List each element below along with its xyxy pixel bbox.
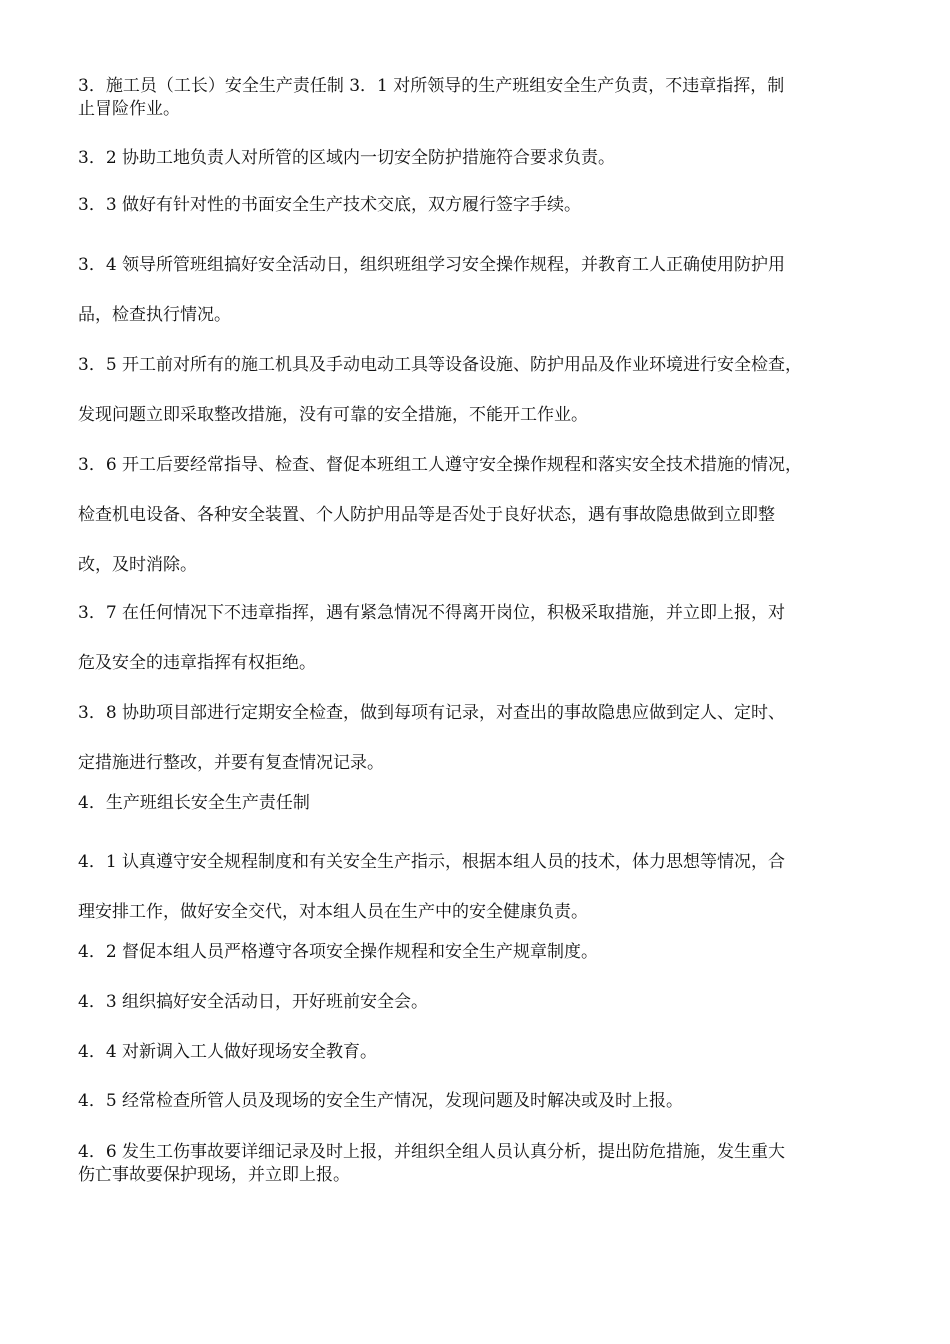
text-line: 品，检查执行情况。 (78, 305, 231, 325)
text-line: 4．6 发生工伤事故要详细记录及时上报，并组织全组人员认真分析，提出防危措施，发生重大 (78, 1142, 786, 1162)
text-line: 3．7 在任何情况下不违章指挥，遇有紧急情况不得离开岗位，积极采取措施，并立即上报，对 (78, 603, 786, 623)
text-line: 3．施工员（工长）安全生产责任制 3．1 对所领导的生产班组安全生产负责，不违章指挥，制 (78, 76, 785, 96)
text-line: 伤亡事故要保护现场，并立即上报。 (78, 1165, 350, 1185)
paragraph-3 (78, 75, 878, 121)
paragraph-3-5 (78, 340, 878, 440)
paragraph-3-8 (78, 688, 878, 788)
text-line: 3．3 做好有针对性的书面安全生产技术交底，双方履行签字手续。 (78, 195, 582, 215)
text-line: 4．3 组织搞好安全活动日，开好班前安全会。 (78, 992, 429, 1012)
paragraph-3-6 (78, 440, 878, 590)
text-line: 3．8 协助项目部进行定期安全检查，做到每项有记录，对查出的事故隐患应做到定人、定时、 (78, 703, 786, 723)
text-line: 危及安全的违章指挥有权拒绝。 (78, 653, 316, 673)
text-line: 3．6 开工后要经常指导、检查、督促本班组工人遵守安全操作规程和落实安全技术措施的情况， (78, 455, 803, 475)
text-line: 发现问题立即采取整改措施，没有可靠的安全措施，不能开工作业。 (78, 405, 588, 425)
text-line: 4．5 经常检查所管人员及现场的安全生产情况，发现问题及时解决或及时上报。 (78, 1091, 684, 1111)
text-line: 3．2 协助工地负责人对所管的区域内一切安全防护措施符合要求负责。 (78, 148, 616, 168)
paragraph-4-1 (78, 837, 878, 937)
paragraph-4-6 (78, 1141, 878, 1187)
paragraph-4-5 (78, 1086, 878, 1111)
text-line: 4．4 对新调入工人做好现场安全教育。 (78, 1042, 378, 1062)
text-line: 4．2 督促本组人员严格遵守各项安全操作规程和安全生产规章制度。 (78, 942, 599, 962)
section-heading-4 (78, 788, 878, 813)
paragraph-4-4 (78, 1037, 878, 1062)
text-line: 定措施进行整改，并要有复查情况记录。 (78, 753, 384, 773)
text-line: 4．1 认真遵守安全规程制度和有关安全生产指示，根据本组人员的技术，体力思想等情况，合 (78, 852, 786, 872)
paragraph-3-7 (78, 588, 878, 688)
text-line: 理安排工作，做好安全交代，对本组人员在生产中的安全健康负责。 (78, 902, 588, 922)
paragraph-4-2 (78, 937, 878, 962)
text-line: 改，及时消除。 (78, 555, 197, 575)
text-line: 检查机电设备、各种安全装置、个人防护用品等是否处于良好状态，遇有事故隐患做到立即整 (78, 505, 775, 525)
paragraph-3-4 (78, 240, 878, 340)
paragraph-3-2 (78, 143, 878, 168)
paragraph-3-3 (78, 190, 878, 215)
text-line: 4．生产班组长安全生产责任制 (78, 793, 310, 813)
text-line: 3．4 领导所管班组搞好安全活动日，组织班组学习安全操作规程，并教育工人正确使用防护用 (78, 255, 786, 275)
text-line: 3．5 开工前对所有的施工机具及手动电动工具等设备设施、防护用品及作业环境进行安全检查， (78, 355, 803, 375)
text-line: 止冒险作业。 (78, 99, 180, 119)
paragraph-4-3 (78, 987, 878, 1012)
